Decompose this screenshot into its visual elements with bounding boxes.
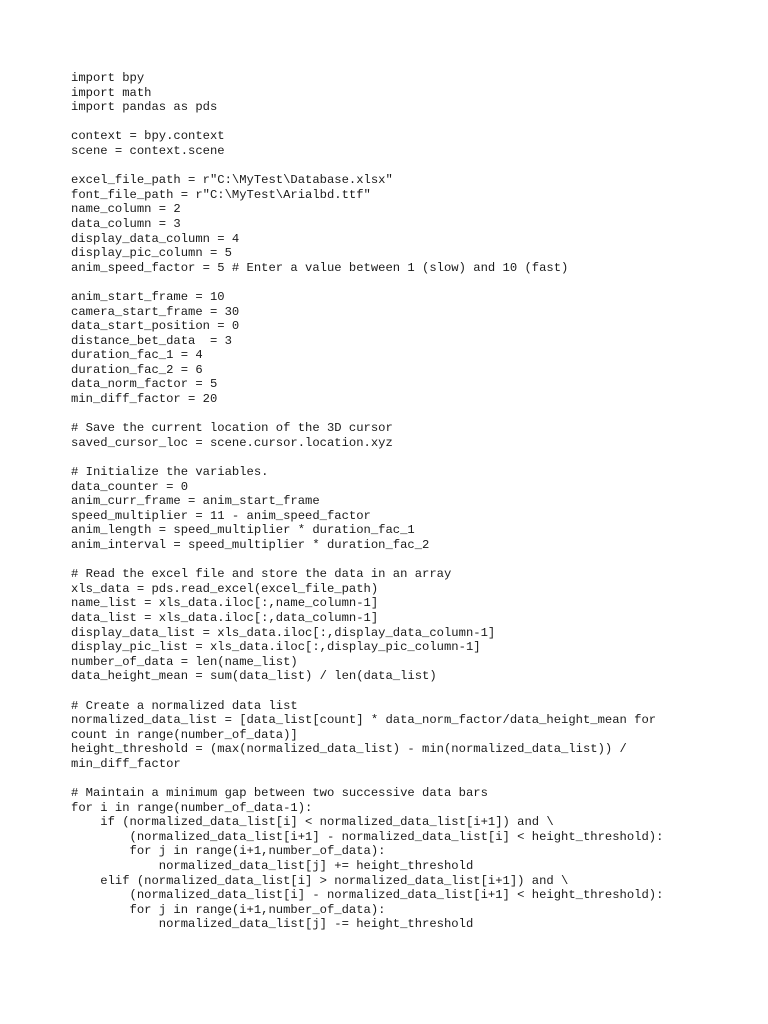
code-line: for j in range(i+1,number_of_data): bbox=[71, 902, 386, 917]
code-line: min_diff_factor = 20 bbox=[71, 392, 218, 407]
code-line: data_counter = 0 bbox=[71, 479, 189, 494]
code-line: import pandas as pds bbox=[71, 100, 218, 115]
code-line: duration_fac_2 = 6 bbox=[71, 362, 203, 377]
code-line: data_norm_factor = 5 bbox=[71, 377, 218, 392]
code-line: data_start_position = 0 bbox=[71, 319, 240, 334]
code-line: data_list = xls_data.iloc[:,data_column-1] bbox=[71, 610, 379, 625]
code-line: for j in range(i+1,number_of_data): bbox=[71, 844, 386, 859]
code-line: # Maintain a minimum gap between two successive data bars bbox=[71, 786, 488, 801]
code-line: normalized_data_list = [data_list[count] * data_norm_factor/data_height_mean for bbox=[71, 713, 657, 728]
code-line: duration_fac_1 = 4 bbox=[71, 348, 203, 363]
code-line bbox=[71, 684, 751, 699]
code-line: context = bpy.context bbox=[71, 129, 225, 144]
code-line: (normalized_data_list[i+1] - normalized_data_list[i] < height_threshold): bbox=[71, 829, 664, 844]
code-line: min_diff_factor bbox=[71, 756, 181, 771]
code-line: display_pic_column = 5 bbox=[71, 246, 232, 261]
code-line: elif (normalized_data_list[i] > normalized_data_list[i+1]) and \ bbox=[71, 873, 569, 888]
code-line: display_data_list = xls_data.iloc[:,display_data_column-1] bbox=[71, 625, 496, 640]
code-line bbox=[71, 407, 751, 422]
code-line: height_threshold = (max(normalized_data_list) - min(normalized_data_list)) / bbox=[71, 742, 627, 757]
code-line: display_pic_list = xls_data.iloc[:,display_pic_column-1] bbox=[71, 640, 481, 655]
code-line: display_data_column = 4 bbox=[71, 231, 240, 246]
code-line: # Create a normalized data list bbox=[71, 698, 298, 713]
code-line: camera_start_frame = 30 bbox=[71, 304, 240, 319]
code-line: data_column = 3 bbox=[71, 216, 181, 231]
code-line: normalized_data_list[j] += height_threshold bbox=[71, 859, 474, 874]
code-line: data_height_mean = sum(data_list) / len(data_list) bbox=[71, 669, 437, 684]
code-line: anim_curr_frame = anim_start_frame bbox=[71, 494, 320, 509]
code-line: distance_bet_data = 3 bbox=[71, 333, 232, 348]
code-line: import math bbox=[71, 85, 152, 100]
code-line: speed_multiplier = 11 - anim_speed_factor bbox=[71, 508, 371, 523]
code-line: anim_start_frame = 10 bbox=[71, 289, 225, 304]
code-line bbox=[71, 553, 751, 568]
code-line: # Save the current location of the 3D cursor bbox=[71, 421, 393, 436]
code-line: scene = context.scene bbox=[71, 143, 225, 158]
code-line: count in range(number_of_data)] bbox=[71, 727, 298, 742]
code-document bbox=[71, 71, 751, 932]
code-line: if (normalized_data_list[i] < normalized_data_list[i+1]) and \ bbox=[71, 815, 554, 830]
code-line: (normalized_data_list[i] - normalized_data_list[i+1] < height_threshold): bbox=[71, 888, 664, 903]
code-line: anim_speed_factor = 5 # Enter a value between 1 (slow) and 10 (fast) bbox=[71, 260, 569, 275]
code-line bbox=[71, 115, 751, 130]
code-line: font_file_path = r"C:\MyTest\Arialbd.ttf" bbox=[71, 187, 371, 202]
code-line: import bpy bbox=[71, 71, 145, 85]
code-line: normalized_data_list[j] -= height_threshold bbox=[71, 917, 474, 932]
code-line bbox=[71, 275, 751, 290]
code-line: name_list = xls_data.iloc[:,name_column-1] bbox=[71, 596, 379, 611]
code-line: # Initialize the variables. bbox=[71, 465, 269, 480]
code-line: name_column = 2 bbox=[71, 202, 181, 217]
code-line: anim_interval = speed_multiplier * duration_fac_2 bbox=[71, 538, 430, 552]
code-line: xls_data = pds.read_excel(excel_file_path) bbox=[71, 581, 379, 596]
code-line: anim_length = speed_multiplier * duration_fac_1 bbox=[71, 523, 415, 538]
code-line: number_of_data = len(name_list) bbox=[71, 654, 298, 669]
code-line bbox=[71, 772, 751, 787]
code-line bbox=[71, 450, 751, 465]
code-line: saved_cursor_loc = scene.cursor.location.xyz bbox=[71, 435, 393, 450]
code-line: excel_file_path = r"C:\MyTest\Database.xlsx" bbox=[71, 173, 393, 188]
code-line: # Read the excel file and store the data in an array bbox=[71, 567, 452, 582]
code-line: for i in range(number_of_data-1): bbox=[71, 800, 313, 815]
code-line bbox=[71, 159, 751, 174]
